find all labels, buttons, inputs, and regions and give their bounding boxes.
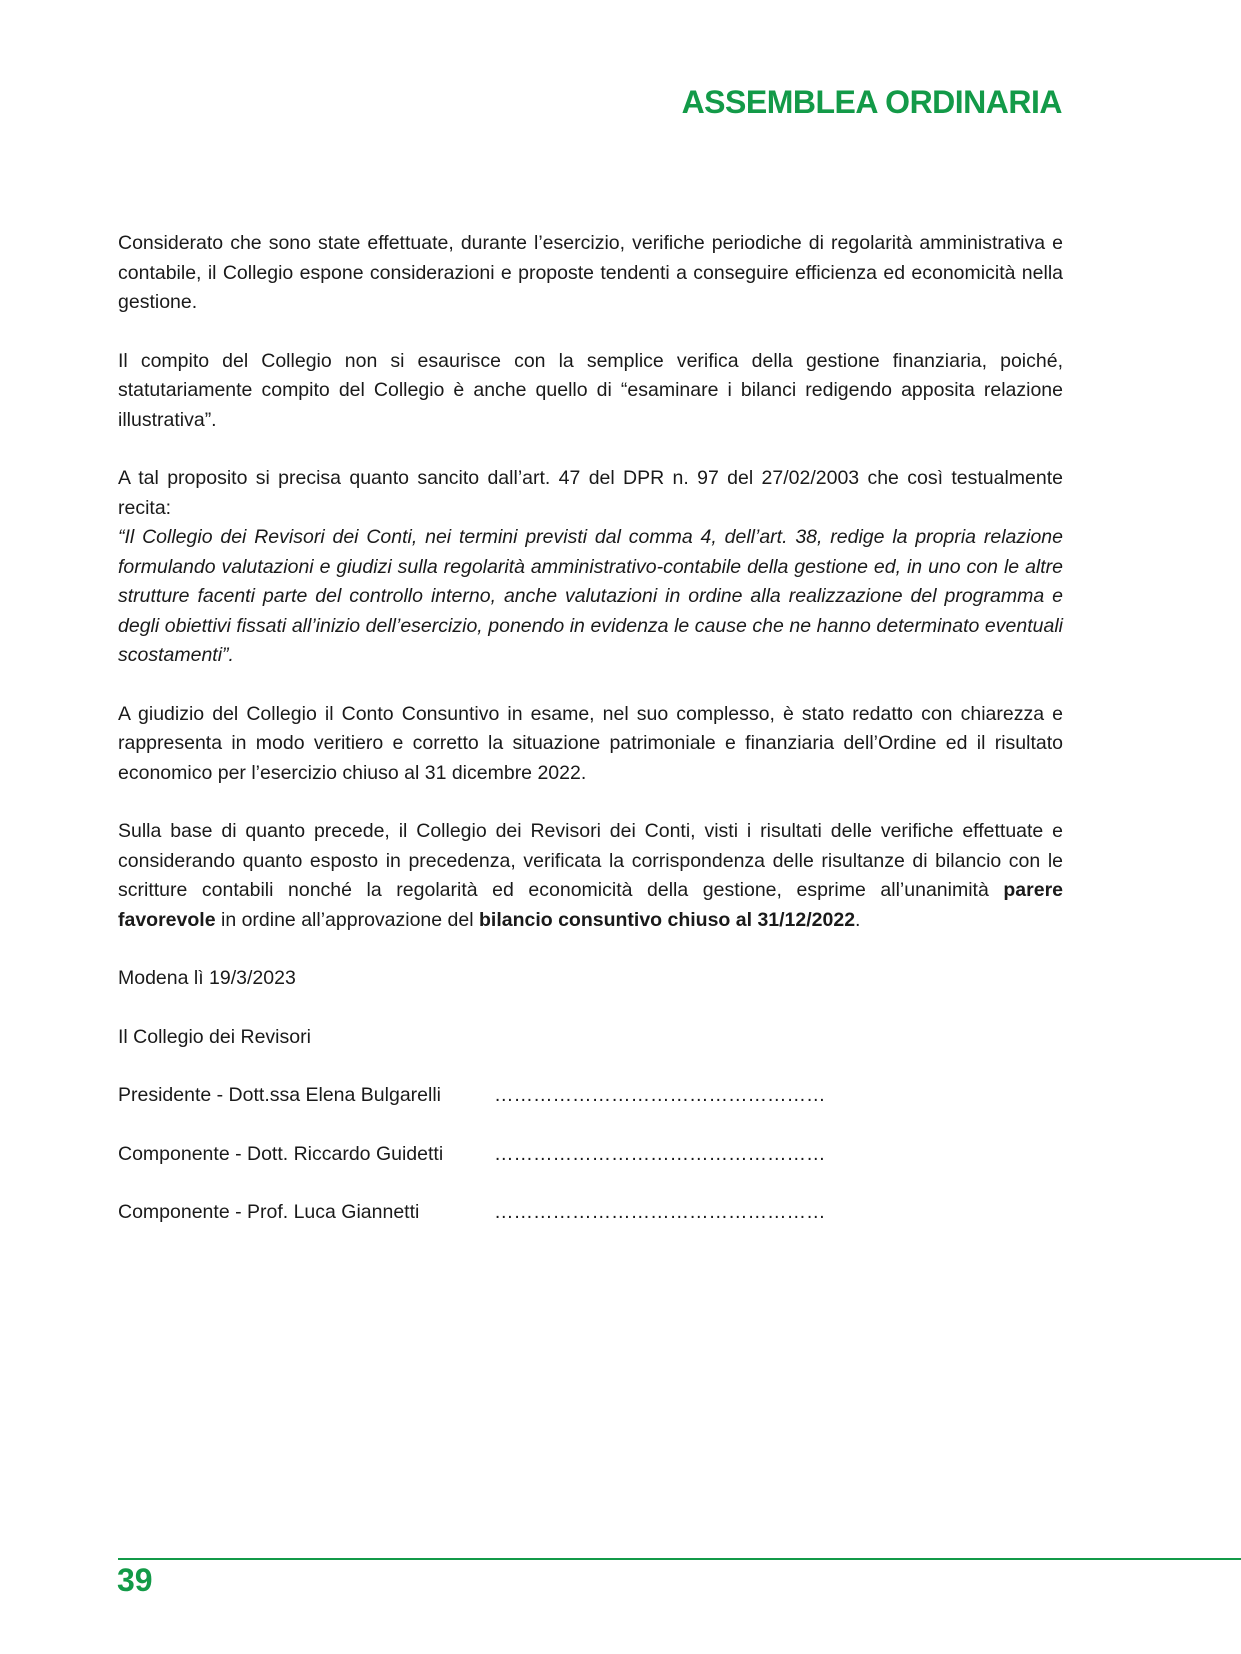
paragraph-giudizio: A giudizio del Collegio il Conto Consuntivo in esame, nel suo complesso, è stato redatto con chiarezza e rappresenta in modo veritiero e corretto la situazione patrimoniale e finanziaria dell’Ordine ed il risultato economico per l’esercizio chiuso al 31 dicembre 2022.: [118, 702, 1063, 784]
signature-line: ……………………………………………: [494, 1201, 826, 1223]
parere-text-3: .: [855, 908, 861, 931]
paragraph-compito-collegio: Il compito del Collegio non si esaurisce con la semplice verifica della gestione finanziaria, poiché, statutariamente compito del Collegio è anche quello di “esaminare i bilanci redigendo apposita relazione illustrativa”.: [118, 349, 1063, 431]
paragraph-parere: [118, 817, 1063, 935]
board-label: Il Collegio dei Revisori: [118, 1025, 311, 1048]
signature-line: ……………………………………………: [494, 1084, 826, 1106]
signature-name: Presidente - Dott.ssa Elena Bulgarelli: [118, 1084, 441, 1106]
paragraph-dpr-quote: “Il Collegio dei Revisori dei Conti, nei termini previsti dal comma 4, dell’art. 38, redige la propria relazione formulando valutazioni e giudizi sulla regolarità amministrativo-contabile della gestione ed, in uno con le altre strutture facenti parte del controllo interno, anche valutazioni in ordine alla realizzazione del programma e degli obiettivi fissati all’inizio dell’esercizio, ponendo in evidenza le cause che ne hanno determinato eventuali scostamenti”.: [118, 526, 1063, 666]
signature-row: [118, 1198, 1063, 1228]
parere-favorevole-bold: parere favorevole: [118, 879, 1063, 931]
paragraph-verifiche: Considerato che sono state effettuate, durante l’esercizio, verifiche periodiche di regolarità amministrativa e contabile, il Collegio espone considerazioni e proposte tendenti a conseguire efficienza ed economicità nella gestione.: [118, 232, 1063, 313]
page-title: ASSEMBLEA ORDINARIA: [681, 84, 1062, 120]
signature-line: ……………………………………………: [494, 1142, 826, 1165]
page-number: 39: [117, 1562, 153, 1598]
document-body: [118, 229, 1063, 1257]
signature-row: [118, 1140, 1063, 1170]
signature-row: [118, 1081, 1063, 1111]
bilancio-consuntivo-bold: bilancio consuntivo chiuso al 31/12/2022: [478, 908, 856, 931]
signature-name: Componente - Prof. Luca Giannetti: [118, 1201, 420, 1223]
parere-text-2: in ordine all’approvazione del: [215, 908, 479, 931]
place-date: Modena lì 19/3/2023: [118, 967, 296, 989]
signature-name: Componente - Dott. Riccardo Guidetti: [118, 1142, 444, 1165]
paragraph-dpr-intro: A tal proposito si precisa quanto sancito dall’art. 47 del DPR n. 97 del 27/02/2003 che così testualmente recita:: [118, 467, 1063, 519]
parere-text-1: Sulla base di quanto precede, il Collegio dei Revisori dei Conti, visti i risultati delle verifiche effettuate e considerando quanto esposto in precedenza, verificata la corrispondenza delle risultanze di bilancio con le scritture contabili nonché la regolarità ed economicità della gestione, esprime all’unanimità: [118, 820, 1063, 901]
footer-divider: [118, 1558, 1241, 1560]
